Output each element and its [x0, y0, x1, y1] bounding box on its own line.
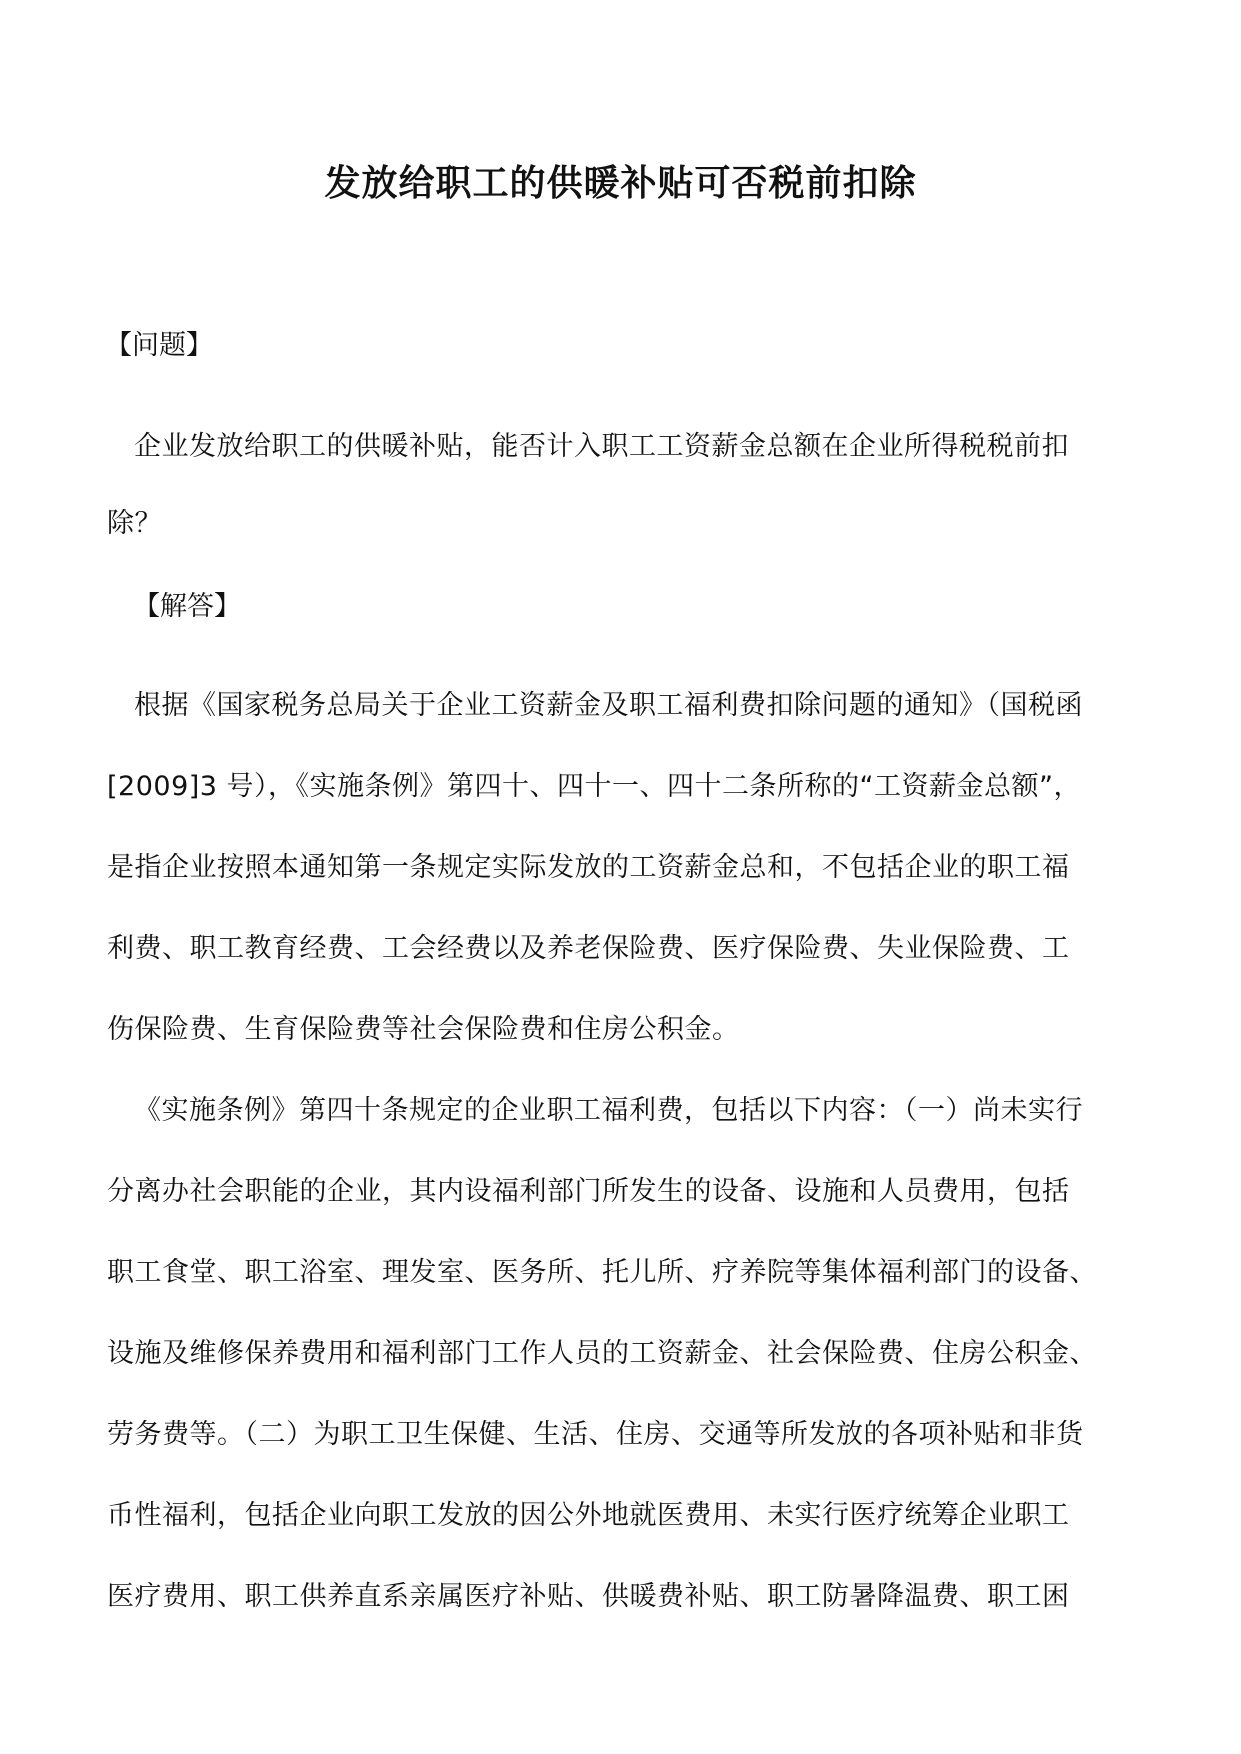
paragraph-line: [2009]3 号），《实施条例》第四十、四十一、四十二条所称的“工资薪金总额”， [107, 771, 1082, 802]
paragraph-line: 币性福利，包括企业向职工发放的因公外地就医费用、未实行医疗统筹企业职工 [107, 1500, 1070, 1531]
answer-paragraph-1 [107, 665, 1134, 1070]
paragraph-line: 《实施条例》第四十条规定的企业职工福利费，包括以下内容：（一）尚未实行 [134, 1095, 1083, 1126]
paragraph-line: 分离办社会职能的企业，其内设福利部门所发生的设备、设施和人员费用，包括 [107, 1176, 1070, 1207]
question-paragraph [107, 408, 1134, 562]
paragraph-line: 劳务费等。（二）为职工卫生保健、生活、住房、交通等所发放的各项补贴和非货 [107, 1419, 1084, 1450]
answer-paragraph-2 [107, 1070, 1134, 1637]
paragraph-line: 设施及维修保养费用和福利部门工作人员的工资薪金、社会保险费、住房公积金、 [107, 1338, 1097, 1369]
paragraph-line: 医疗费用、职工供养直系亲属医疗补贴、供暖费补贴、职工防暑降温费、职工困 [107, 1581, 1070, 1612]
answer-heading: 【解答】 [133, 591, 241, 622]
question-line: 除？ [107, 508, 162, 539]
paragraph-line: 利费、职工教育经费、工会经费以及养老保险费、医疗保险费、失业保险费、工 [107, 933, 1070, 964]
paragraph-line: 职工食堂、职工浴室、理发室、医务所、托儿所、疗养院等集体福利部门的设备、 [107, 1257, 1097, 1288]
paragraph-line: 伤保险费、生育保险费等社会保险费和住房公积金。 [107, 1014, 740, 1045]
question-line: 企业发放给职工的供暖补贴，能否计入职工工资薪金总额在企业所得税税前扣 [134, 431, 1069, 462]
question-heading: 【问题】 [105, 330, 213, 361]
paragraph-line: 是指企业按照本通知第一条规定实际发放的工资薪金总和，不包括企业的职工福 [107, 852, 1070, 883]
document-title: 发放给职工的供暖补贴可否税前扣除 [324, 163, 917, 204]
paragraph-line: 根据《国家税务总局关于企业工资薪金及职工福利费扣除问题的通知》（国税函 [134, 690, 1083, 721]
